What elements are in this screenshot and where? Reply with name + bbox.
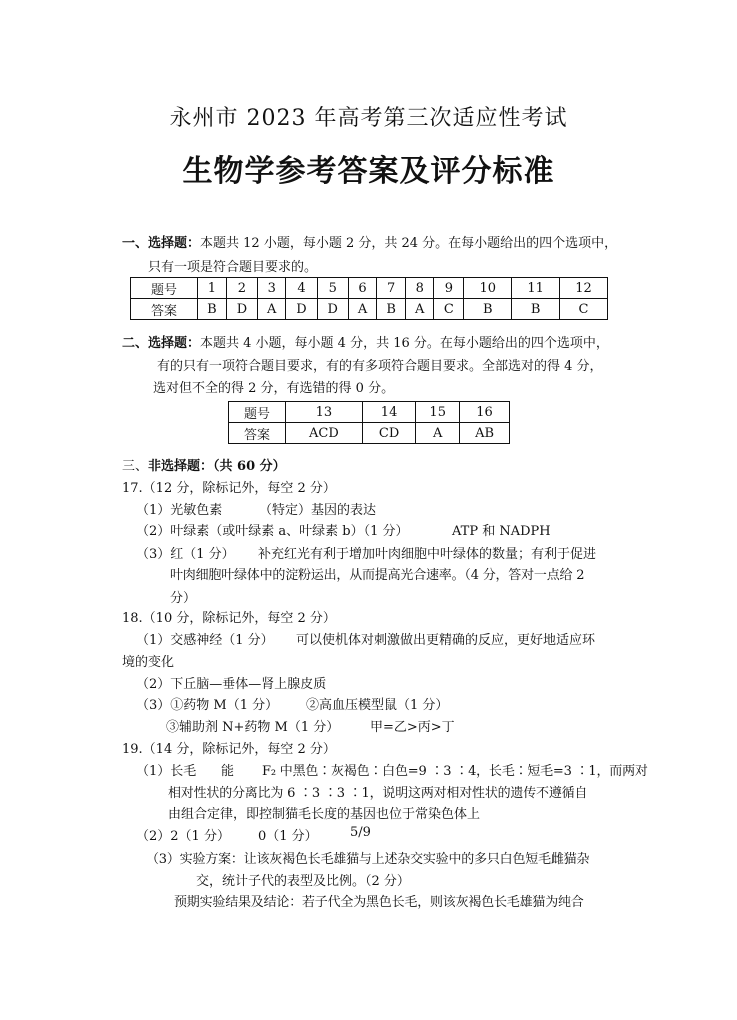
section2-intro xyxy=(122,332,609,351)
q17-answer-1b: （特定）基因的表达 xyxy=(259,503,377,518)
question-number-cell: 6 xyxy=(348,278,376,299)
question-number-cell: 9 xyxy=(434,278,464,299)
q18-answer-1b: 可以使机体对刺激做出更精确的反应，更好地适应环 xyxy=(296,633,596,648)
q19-answer-3a: （3）实验方案：让该灰褐色长毛雄猫与上述杂交实验中的多只白色短毛雌猫杂 xyxy=(146,852,590,867)
answer-cell: A xyxy=(416,423,460,444)
q17-answer-2a: （2）叶绿素（或叶绿素 a、叶绿素 b）（1 分） xyxy=(136,524,409,539)
section1-heading: 一、选择题： xyxy=(122,236,201,251)
section3-heading: 非选择题：（共 60 分） xyxy=(148,459,286,474)
q17-answer-1a: （1）光敏色素 xyxy=(136,503,223,518)
question-number-cell: 5 xyxy=(317,278,348,299)
answer-cell: A xyxy=(348,299,376,320)
question-number-cell: 2 xyxy=(226,278,257,299)
question-number-cell: 8 xyxy=(406,278,434,299)
answer-cell: B xyxy=(464,299,512,320)
table-row-answers xyxy=(131,299,608,320)
table-header-cell: 题号 xyxy=(131,278,198,299)
question-number-cell: 1 xyxy=(198,278,227,299)
answer-cell: A xyxy=(406,299,434,320)
answer-cell: B xyxy=(377,299,406,320)
question-number-cell: 10 xyxy=(464,278,512,299)
q19-answer-2b: 0（1 分） xyxy=(258,829,318,844)
section1-line2: 只有一项是符合题目要求的。 xyxy=(148,260,318,275)
q19-answer-1a: （1）长毛 xyxy=(136,764,197,779)
section3-heading-line xyxy=(122,455,286,474)
q18-answer-3d: 甲=乙>丙>丁 xyxy=(370,720,455,735)
section2-heading: 二、选择题： xyxy=(122,336,201,351)
exam-title: 永州市 2023 年高考第三次适应性考试 xyxy=(169,106,568,131)
section1-intro xyxy=(122,232,617,251)
q17-answer-3a: （3）红（1 分） xyxy=(136,547,235,562)
q19-answer-1b: 能 xyxy=(221,764,235,779)
section2-answer-table xyxy=(228,401,510,444)
q18-answer-3a: （3）①药物 M（1 分） xyxy=(136,698,279,713)
question-number-cell: 13 xyxy=(286,402,363,423)
answer-cell: D xyxy=(286,299,317,320)
section2-line1: 本题共 4 小题，每小题 4 分，共 16 分。在每小题给出的四个选项中， xyxy=(200,336,609,351)
answer-cell: D xyxy=(317,299,348,320)
q19-answer-2c: 5/9 xyxy=(350,825,371,840)
document-title: 生物学参考答案及评分标准 xyxy=(182,154,555,189)
q19-heading: 19.（14 分，除标记外，每空 2 分） xyxy=(122,742,336,757)
q18-answer-1a: （1）交感神经（1 分） xyxy=(136,633,274,648)
q18-answer-1c: 境的变化 xyxy=(122,655,175,670)
question-number-cell: 14 xyxy=(362,402,415,423)
q19-answer-2a: （2）2（1 分） xyxy=(136,829,230,844)
answer-cell: ACD xyxy=(286,423,363,444)
q17-answer-3d: 分） xyxy=(170,591,197,606)
table-row-numbers xyxy=(229,402,510,423)
answer-cell: C xyxy=(560,299,608,320)
q17-answer-3b: 补充红光有利于增加叶肉细胞中叶绿体的数量；有利于促进 xyxy=(258,547,597,562)
question-number-cell: 3 xyxy=(258,278,286,299)
q18-heading: 18.（10 分，除标记外，每空 2 分） xyxy=(122,611,336,626)
table-header-cell: 答案 xyxy=(131,299,198,320)
table-header-cell: 答案 xyxy=(229,423,286,444)
q19-answer-3c: 预期实验结果及结论：若子代全为黑色长毛，则该灰褐色长毛雄猫为纯合 xyxy=(174,895,584,910)
section1-line1: 本题共 12 小题，每小题 2 分，共 24 分。在每小题给出的四个选项中， xyxy=(200,236,618,251)
section3-prefix: 三、 xyxy=(122,459,149,474)
answer-cell: C xyxy=(434,299,464,320)
question-number-cell: 12 xyxy=(560,278,608,299)
q18-answer-3c: ③辅助剂 N+药物 M（1 分） xyxy=(166,720,340,735)
q19-answer-3b: 交，统计子代的表型及比例。（2 分） xyxy=(196,874,410,889)
q19-answer-1e: 由组合定律，即控制猫毛长度的基因也位于常染色体上 xyxy=(168,807,481,822)
q17-heading: 17.（12 分，除标记外，每空 2 分） xyxy=(122,481,336,496)
q17-answer-3c: 叶肉细胞叶绿体中的淀粉运出，从而提高光合速率。（4 分，答对一点给 2 xyxy=(170,568,585,583)
section2-line2: 有的只有一项符合题目要求，有的有多项符合题目要求。全部选对的得 4 分， xyxy=(157,359,603,374)
q18-answer-3b: ②高血压模型鼠（1 分） xyxy=(306,698,449,713)
q19-answer-1c: F₂ 中黑色∶灰褐色∶白色=9 ∶3 ∶4，长毛∶短毛=3 ∶1，而两对 xyxy=(262,764,648,779)
answer-cell: A xyxy=(258,299,286,320)
q18-answer-2: （2）下丘脑—垂体—肾上腺皮质 xyxy=(136,677,327,692)
table-header-cell: 题号 xyxy=(229,402,286,423)
question-number-cell: 4 xyxy=(286,278,317,299)
answer-cell: B xyxy=(512,299,560,320)
answer-cell: AB xyxy=(460,423,510,444)
answer-cell: B xyxy=(198,299,227,320)
section2-line3: 选对但不全的得 2 分，有选错的得 0 分。 xyxy=(153,381,395,396)
question-number-cell: 11 xyxy=(512,278,560,299)
q19-answer-1d: 相对性状的分离比为 6 ∶3 ∶3 ∶1，说明这两对相对性状的遗传不遵循自 xyxy=(168,786,588,801)
q17-answer-2b: ATP 和 NADPH xyxy=(452,524,551,539)
question-number-cell: 16 xyxy=(460,402,510,423)
question-number-cell: 15 xyxy=(416,402,460,423)
answer-cell: CD xyxy=(362,423,415,444)
question-number-cell: 7 xyxy=(377,278,406,299)
table-row-answers xyxy=(229,423,510,444)
answer-cell: D xyxy=(226,299,257,320)
section1-answer-table xyxy=(130,277,608,320)
table-row-numbers xyxy=(131,278,608,299)
